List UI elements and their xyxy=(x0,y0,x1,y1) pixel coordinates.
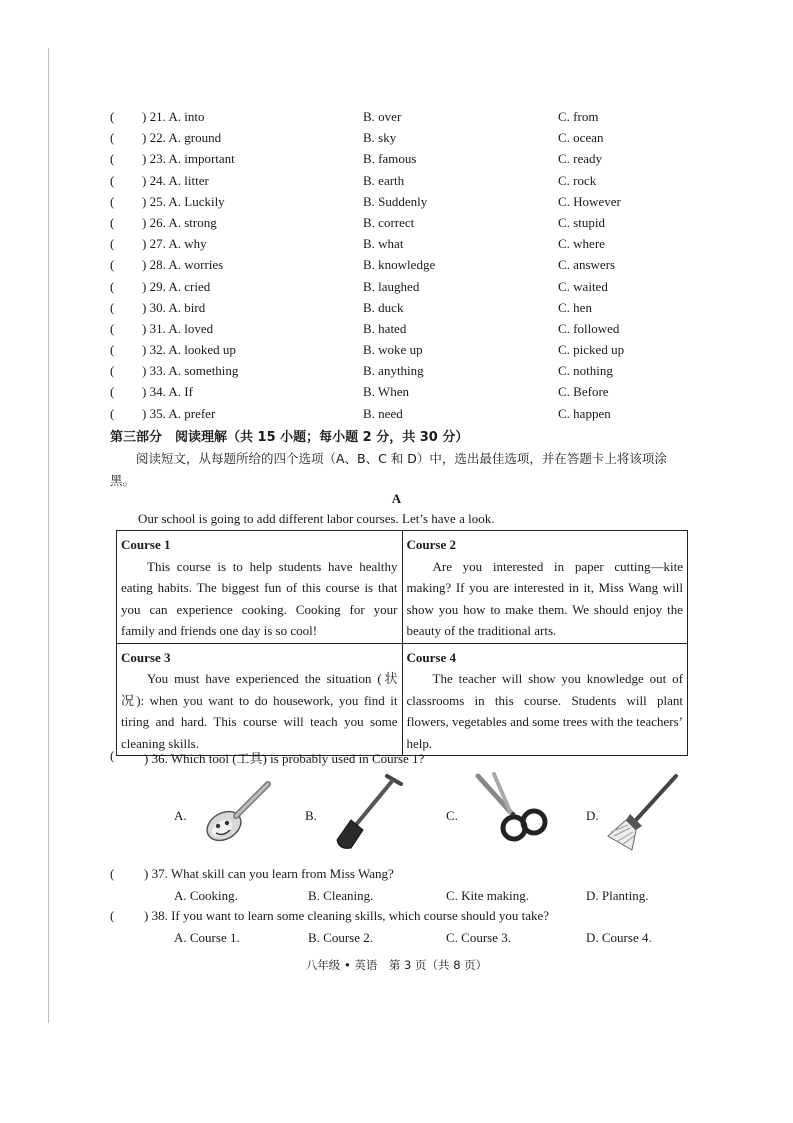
option-c[interactable]: C. However xyxy=(558,193,621,209)
option-c[interactable]: C. ocean xyxy=(558,130,604,146)
cloze-option-row xyxy=(110,150,730,171)
answer-paren[interactable]: ( xyxy=(110,151,115,167)
option-a[interactable]: ) 31. A. loved xyxy=(142,320,214,336)
option-c[interactable]: C. answers xyxy=(558,257,616,273)
option-label: B. xyxy=(305,808,317,823)
option-a[interactable]: ) 35. A. prefer xyxy=(142,405,216,421)
passage-intro: Our school is going to add different labor courses. Let’s have a look. xyxy=(138,511,495,526)
cloze-option-row xyxy=(110,383,730,404)
answer-paren[interactable]: ( xyxy=(110,257,115,273)
option-c[interactable]: C. waited xyxy=(558,278,608,294)
option-b[interactable]: B. Course 2. xyxy=(308,930,373,945)
answer-paren[interactable]: ( xyxy=(110,866,115,881)
page-margin-line xyxy=(48,48,49,1023)
option-b[interactable]: B. correct xyxy=(363,214,415,230)
answer-paren[interactable]: ( xyxy=(110,405,115,421)
page-footer: 八年级 • 英语 第 3 页（共 8 页） xyxy=(305,958,488,972)
option-c[interactable]: C. stupid xyxy=(558,214,605,230)
shovel-icon xyxy=(329,770,409,852)
cloze-option-row xyxy=(110,362,730,383)
answer-paren[interactable]: ( xyxy=(110,130,115,146)
option-c[interactable]: C. rock xyxy=(558,172,597,188)
option-b[interactable]: B. Suddenly xyxy=(363,193,428,209)
section-instructions: 阅读短文，从每题所给的四个选项（A、B、C 和 D）中，选出最佳选项，并在答题卡上将该项涂黑。 xyxy=(110,451,667,488)
cloze-option-row xyxy=(110,193,730,214)
option-b[interactable]: B. woke up xyxy=(363,342,423,358)
option-b[interactable]: B. what xyxy=(363,236,404,252)
option-a[interactable]: ) 26. A. strong xyxy=(142,214,217,230)
cloze-option-row xyxy=(110,129,730,150)
option-b[interactable]: B. sky xyxy=(363,130,397,146)
course-title: Course 3 xyxy=(121,649,171,665)
option-a[interactable]: ) 33. A. something xyxy=(142,363,239,379)
cloze-option-row xyxy=(110,299,730,320)
broom-icon xyxy=(602,770,682,852)
courses-table xyxy=(116,530,688,756)
option-a[interactable]: ) 29. A. cried xyxy=(142,278,211,294)
option-b[interactable]: B. need xyxy=(363,405,403,421)
spoon-icon xyxy=(198,770,278,850)
cloze-option-row xyxy=(110,278,730,299)
option-b[interactable]: B. hated xyxy=(363,320,407,336)
option-c[interactable]: C. Kite making. xyxy=(446,888,530,903)
option-label: C. xyxy=(446,808,458,823)
option-a[interactable]: A. Course 1. xyxy=(174,930,240,945)
option-c[interactable]: C. picked up xyxy=(558,342,625,358)
question-text: ) 38. If you want to learn some cleaning skills, which course should you take? xyxy=(144,908,550,923)
cloze-option-row xyxy=(110,341,730,362)
option-b[interactable]: B. When xyxy=(363,384,409,400)
option-a[interactable]: ) 28. A. worries xyxy=(142,257,224,273)
answer-paren[interactable]: ( xyxy=(110,363,115,379)
option-c[interactable]: C. happen xyxy=(558,405,611,421)
option-c[interactable]: C. followed xyxy=(558,320,620,336)
answer-paren[interactable]: ( xyxy=(110,172,115,188)
option-b[interactable]: B. duck xyxy=(363,299,404,315)
option-label: A. xyxy=(174,808,187,823)
course-text: This course is to help students have healthy eating habits. The biggest fun of this course is that you can experience cooking. Cooking for your family and friends one day is so cool! xyxy=(121,558,398,638)
cloze-option-row xyxy=(110,108,730,129)
option-c[interactable]: C. where xyxy=(558,236,605,252)
answer-paren[interactable]: ( xyxy=(110,908,115,923)
option-b[interactable]: B. famous xyxy=(363,151,417,167)
course-text: You must have experienced the situation (状况): when you want to do housework, you find it tiring and hard. This course will teach you some cleaning skills. xyxy=(121,671,398,751)
course-text: The teacher will show you knowledge out of classrooms in this course. Students will plant flowers, vegetables and some trees with the teachers’ help. xyxy=(406,671,684,751)
option-a[interactable]: ) 30. A. bird xyxy=(142,299,206,315)
course-cell xyxy=(117,643,403,756)
course-cell xyxy=(117,531,403,644)
answer-paren[interactable]: ( xyxy=(110,299,115,315)
answer-paren[interactable]: ( xyxy=(110,236,115,252)
cloze-option-row xyxy=(110,172,730,193)
option-a[interactable]: ) 32. A. looked up xyxy=(142,342,236,358)
answer-paren[interactable]: ( xyxy=(110,320,115,336)
option-b[interactable]: B. over xyxy=(363,109,402,124)
course-title: Course 2 xyxy=(406,537,456,552)
answer-paren[interactable]: ( xyxy=(110,214,115,230)
passage-label: A xyxy=(391,491,402,506)
option-c[interactable]: C. ready xyxy=(558,151,603,167)
option-a[interactable]: A. Cooking. xyxy=(174,888,238,903)
option-a[interactable]: ) 27. A. why xyxy=(142,236,207,252)
option-c[interactable]: C. Before xyxy=(558,384,609,400)
course-cell xyxy=(402,643,688,756)
option-c[interactable]: C. Course 3. xyxy=(446,930,511,945)
option-c[interactable]: C. from xyxy=(558,109,599,124)
option-b[interactable]: B. knowledge xyxy=(363,257,436,273)
question-text: ) 36. Which tool (工具) is probably used in Course 1? xyxy=(144,751,425,766)
option-a[interactable]: ) 25. A. Luckily xyxy=(142,193,225,209)
course-cell xyxy=(402,531,688,644)
option-b[interactable]: B. earth xyxy=(363,172,405,188)
cloze-options-list xyxy=(110,108,730,426)
section-title: 第三部分 阅读理解（共 15 小题；每小题 2 分，共 30 分） xyxy=(110,430,469,445)
answer-paren[interactable]: ( xyxy=(110,278,115,294)
cloze-option-row xyxy=(110,320,730,341)
course-title: Course 1 xyxy=(121,537,171,552)
q36-image-options xyxy=(0,770,793,860)
option-a[interactable]: ) 24. A. litter xyxy=(142,172,209,188)
option-a[interactable]: ) 22. A. ground xyxy=(142,130,222,146)
option-b[interactable]: B. Cleaning. xyxy=(308,888,374,903)
answer-paren[interactable]: ( xyxy=(110,342,115,358)
answer-paren[interactable]: ( xyxy=(110,193,115,209)
option-a[interactable]: ) 34. A. If xyxy=(142,384,193,400)
cloze-option-row xyxy=(110,405,730,426)
question-text: ) 37. What skill can you learn from Miss Wang? xyxy=(144,866,394,881)
option-c[interactable]: C. nothing xyxy=(558,363,613,379)
course-text: Are you interested in paper cutting—kite making? If you are interested in it, Miss Wang will show you how to make them. We should enjoy the beauty of the traditional arts. xyxy=(406,558,683,638)
course-title: Course 4 xyxy=(406,649,456,665)
cloze-option-row xyxy=(110,214,730,235)
answer-paren[interactable]: ( xyxy=(110,748,115,763)
option-label: D. xyxy=(586,808,599,823)
answer-paren[interactable]: ( xyxy=(110,384,115,400)
cloze-option-row xyxy=(110,235,730,256)
option-c[interactable]: C. hen xyxy=(558,299,592,315)
cloze-option-row xyxy=(110,256,730,277)
option-d[interactable]: D. Planting. xyxy=(586,888,649,903)
option-a[interactable]: ) 21. A. into xyxy=(142,109,205,124)
scissors-icon xyxy=(468,770,550,852)
option-a[interactable]: ) 23. A. important xyxy=(142,151,235,167)
option-b[interactable]: B. anything xyxy=(363,363,424,379)
option-b[interactable]: B. laughed xyxy=(363,278,420,294)
answer-paren[interactable]: ( xyxy=(110,109,115,124)
option-d[interactable]: D. Course 4. xyxy=(586,930,652,945)
